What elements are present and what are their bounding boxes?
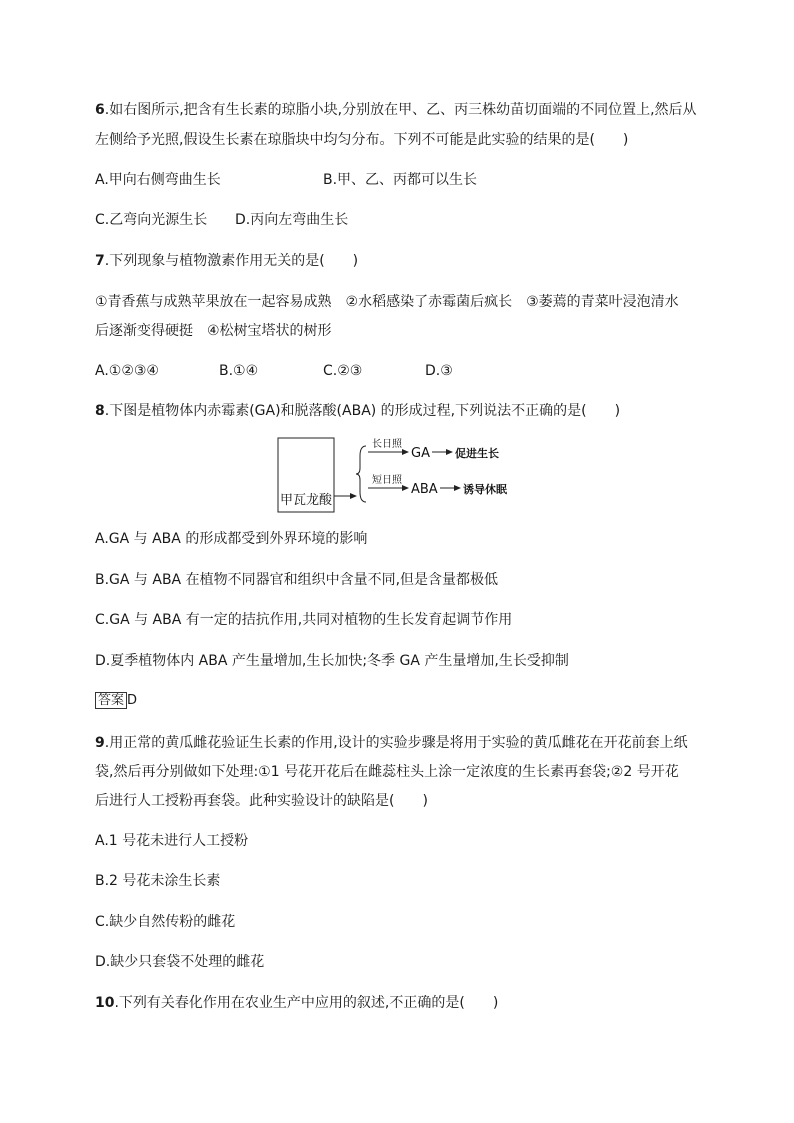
q9-option-c: C.缺少自然传粉的雌花 xyxy=(95,914,236,930)
q8-option-c: C.GA 与 ABA 有一定的拮抗作用,共同对植物的生长发育起调节作用 xyxy=(95,612,513,628)
q9-option-b: B.2 号花未涂生长素 xyxy=(95,873,221,889)
q8-option-d: D.夏季植物体内 ABA 产生量增加,生长加快;冬季 GA 产生量增加,生长受抑制 xyxy=(95,653,569,669)
q6-stem-line2: 左侧给予光照,假设生长素在琼脂块中均匀分布。下列不可能是此实验的结果的是( ) xyxy=(95,132,629,148)
q8-answer xyxy=(95,693,137,709)
short-day-label: 短日照 xyxy=(372,475,402,486)
q7-option-c: C.②③ xyxy=(323,363,363,379)
q9-option-a: A.1 号花未进行人工授粉 xyxy=(95,833,249,849)
q9-stem-line3: 后进行人工授粉再套袋。此种实验设计的缺陷是( ) xyxy=(95,793,428,809)
q9-option-d: D.缺少只套袋不处理的雌花 xyxy=(95,954,265,970)
q7-option-a: A.①②③④ xyxy=(95,363,159,379)
ga-label: GA xyxy=(411,446,430,461)
mevalonic-acid-label: 甲瓦龙酸 xyxy=(279,493,333,508)
q6-option-b: B.甲、乙、丙都可以生长 xyxy=(323,172,478,188)
hormone-formation-diagram xyxy=(270,432,530,516)
answer-label: 答案 xyxy=(95,692,127,709)
q7-stem: 7.下列现象与植物激素作用无关的是( ) xyxy=(95,253,359,269)
q6-option-a: A.甲向右侧弯曲生长 xyxy=(95,172,221,188)
answer-value: D xyxy=(127,693,138,708)
q6-stem-line1: 6.如右图所示,把含有生长素的琼脂小块,分别放在甲、乙、丙三株幼苗切面端的不同位置上,然后从 xyxy=(95,102,697,118)
q10-stem: 10.下列有关春化作用在农业生产中应用的叙述,不正确的是( ) xyxy=(95,995,499,1011)
q9-stem-line1: 9.用正常的黄瓜雌花验证生长素的作用,设计的实验步骤是将用于实验的黄瓜雌花在开花前套上纸 xyxy=(95,735,688,751)
q7-items-line2: 后逐渐变得硬挺 ④松树宝塔状的树形 xyxy=(95,323,332,339)
q9-stem-line2: 袋,然后再分别做如下处理:①1 号花开花后在雌蕊柱头上涂一定浓度的生长素再套袋;②2 号开花 xyxy=(95,764,679,780)
long-day-label: 长日照 xyxy=(372,439,402,450)
aba-label: ABA xyxy=(411,482,438,497)
q8-option-b: B.GA 与 ABA 在植物不同器官和组织中含量不同,但是含量都极低 xyxy=(95,572,499,588)
q8-stem: 8.下图是植物体内赤霉素(GA)和脱落酸(ABA) 的形成过程,下列说法不正确的是( ) xyxy=(95,403,621,419)
q7-option-d: D.③ xyxy=(425,363,453,379)
ga-effect-label: 促进生长 xyxy=(455,447,499,460)
branch-brace xyxy=(356,446,366,502)
q7-option-b: B.①④ xyxy=(219,363,259,379)
q6-option-c: C.乙弯向光源生长 xyxy=(95,212,208,228)
aba-effect-label: 诱导休眠 xyxy=(463,483,507,496)
q7-items-line1: ①青香蕉与成熟苹果放在一起容易成熟 ②水稻感染了赤霉菌后疯长 ③萎蔫的青菜叶浸泡清水 xyxy=(95,294,679,310)
q6-option-d: D.丙向左弯曲生长 xyxy=(235,212,349,228)
q8-option-a: A.GA 与 ABA 的形成都受到外界环境的影响 xyxy=(95,531,368,547)
